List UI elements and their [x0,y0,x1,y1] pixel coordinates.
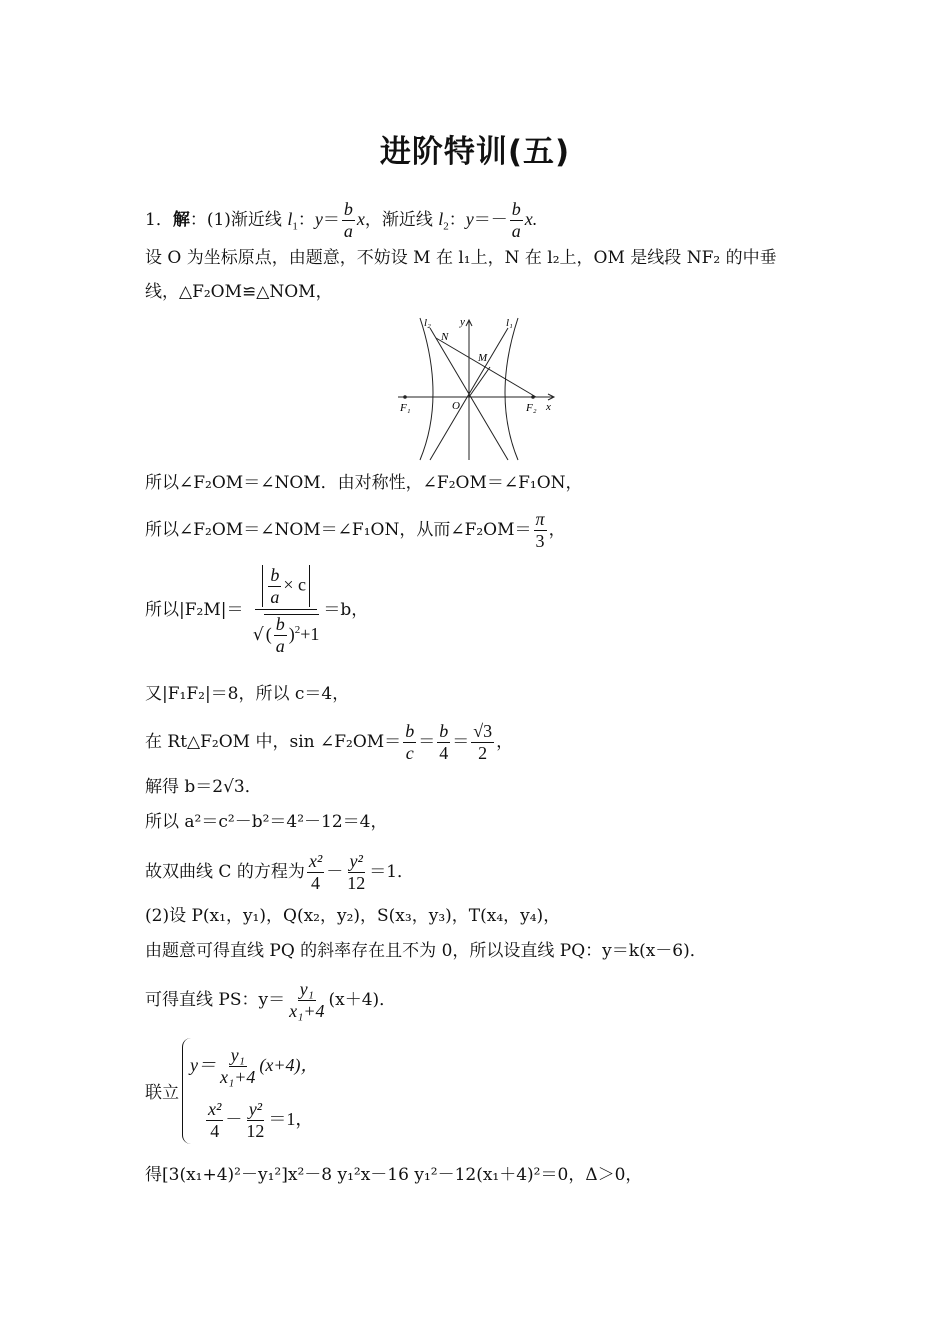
right-branch [505,318,518,460]
solution-line-11: 故双曲线 C 的方程为 $\frac{\text{x²}}{4}$ － $\frac{\text{y²}}{12}$ ＝1． [145,851,415,893]
solution-line-16: 得[3(x₁+4)²－y₁²]x²－8 y₁²x－16 y₁²－12(x₁＋4)²＝0，Δ＞0， [145,1165,643,1185]
solution-line-13: 由题意可得直线 PQ 的斜率存在且不为 0，所以设直线 PQ：y＝k(x－6)． [145,941,707,961]
solution-line-8: 在 Rt△F₂OM 中，sin ∠F₂OM＝ $\frac{b}{c}$ ＝ $\frac{b}{4}$ ＝ $\frac{√3}{2}$ ， [145,721,514,763]
label-l2: l₂ [424,317,431,329]
system-row-2: $\frac{\text{x²}}{4}$ － $\frac{\text{y²}}{12}$ ＝1， [208,1099,314,1141]
hyperbola-figure [396,314,560,462]
label-F2: F₂ [526,402,537,414]
segment-OM [469,367,490,397]
left-branch [420,318,433,460]
solution-line-5: 所以∠F₂OM＝∠NOM＝∠F₁ON，从而∠F₂OM＝ $\frac{\pi}{3}$ ， [145,509,566,551]
solution-line-6: 所以|F₂M|＝ $\frac{b}{a}$ × c √ ( $\frac{b}{a}$ )$^2$+1 ＝b， [145,564,369,656]
solution-line-3: 线，△F₂OM≌△NOM， [145,282,333,302]
solution-line-15-label: 联立 [145,1083,179,1103]
solution-line-4: 所以∠F₂OM＝∠NOM．由对称性，∠F₂OM＝∠F₁ON， [145,473,583,493]
point-F2 [531,395,535,399]
solution-line-12: (2)设 P(x₁，y₁)，Q(x₂，y₂)，S(x₃，y₃)，T(x₄，y₄)， [145,906,561,926]
solution-line-2: 设 O 为坐标原点，由题意，不妨设 M 在 l₁上，N 在 l₂上，OM 是线段 NF₂ 的中垂 [145,248,777,268]
page-title: 进阶特训(五) [379,134,571,170]
point-F1 [403,395,407,399]
solution-line-9: 解得 b＝2√3． [145,777,262,797]
label-x: x [546,401,551,413]
label-N: N [441,331,449,343]
label-y: y [460,316,465,328]
solution-line-7: 又|F₁F₂|＝8，所以 c＝4， [145,684,350,704]
label-F1: F₁ [400,402,411,414]
label-M: M [478,352,488,364]
label-l1: l₁ [506,317,513,329]
system-row-1: y＝ $\frac{\text{y₁}}{\text{x₁+4}}$ (x+4)， [190,1045,319,1087]
solution-line-14: 可得直线 PS：y＝ $\frac{\text{y₁}}{\text{x₁+4}}$ (x＋4)． [145,979,397,1021]
solution-line-10: 所以 a²＝c²－b²＝4²－12＝4， [145,812,388,832]
label-O: O [452,400,460,412]
segment-NF2 [436,338,536,397]
solution-line-1: 1．解：(1)渐近线 $l_1$：y＝ $\frac{b}{a}$ x，渐近线 $l_2$：y＝－ $\frac{b}{a}$ x. [145,199,538,241]
